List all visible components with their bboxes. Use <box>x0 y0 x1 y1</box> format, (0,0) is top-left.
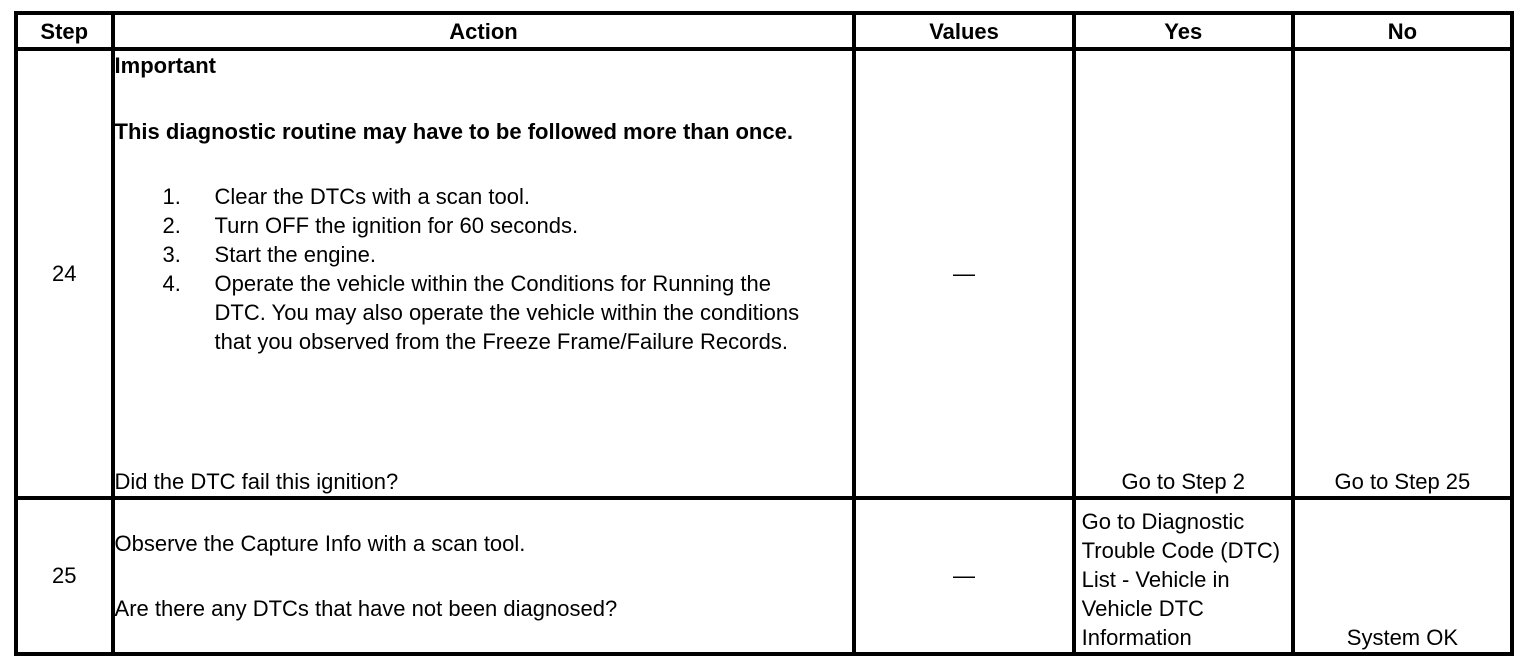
values-cell: — <box>854 498 1073 654</box>
important-text: This diagnostic routine may have to be followed more than once. <box>114 119 793 144</box>
header-step: Step <box>16 13 113 49</box>
list-item-number: 3. <box>162 242 181 267</box>
list-item-text: Operate the vehicle within the Conditions for Running the DTC. You may also operate the vehicle within the conditions that you observed from the Freeze Frame/Failure Records. <box>214 271 800 354</box>
yes-result: Go to Step 2 <box>1074 49 1293 498</box>
header-no: No <box>1293 13 1512 49</box>
no-result: System OK <box>1293 498 1512 654</box>
question-text: Did the DTC fail this ignition? <box>114 468 399 494</box>
table-row <box>16 49 1512 498</box>
step-number: 24 <box>16 49 113 498</box>
no-result: Go to Step 25 <box>1293 49 1512 498</box>
instruction-text: Observe the Capture Info with a scan tool. <box>114 530 526 556</box>
yes-result: Go to Diagnostic Trouble Code (DTC) List - Vehicle in Vehicle DTC Information <box>1074 498 1293 654</box>
list-item-text: Clear the DTCs with a scan tool. <box>214 184 530 209</box>
list-item <box>163 269 853 356</box>
diagnostic-table-container <box>14 11 1514 656</box>
procedure-list <box>115 182 853 356</box>
list-item-number: 1. <box>162 184 181 209</box>
list-item-number: 4. <box>162 271 181 296</box>
values-cell: — <box>854 49 1073 498</box>
diagnostic-table <box>14 11 1514 656</box>
list-item-text: Start the engine. <box>214 242 376 267</box>
list-item-text: Turn OFF the ignition for 60 seconds. <box>214 213 579 238</box>
header-values: Values <box>854 13 1073 49</box>
question-text: Are there any DTCs that have not been diagnosed? <box>114 595 618 621</box>
step-number: 25 <box>16 498 113 654</box>
header-action: Action <box>113 13 855 49</box>
important-label: Important <box>114 53 216 78</box>
action-cell <box>113 49 855 498</box>
header-yes: Yes <box>1074 13 1293 49</box>
table-row <box>16 498 1512 654</box>
list-item <box>163 211 853 240</box>
list-item <box>163 182 853 211</box>
list-item <box>163 240 853 269</box>
action-cell <box>113 498 855 654</box>
list-item-number: 2. <box>162 213 181 238</box>
header-row <box>16 13 1512 49</box>
